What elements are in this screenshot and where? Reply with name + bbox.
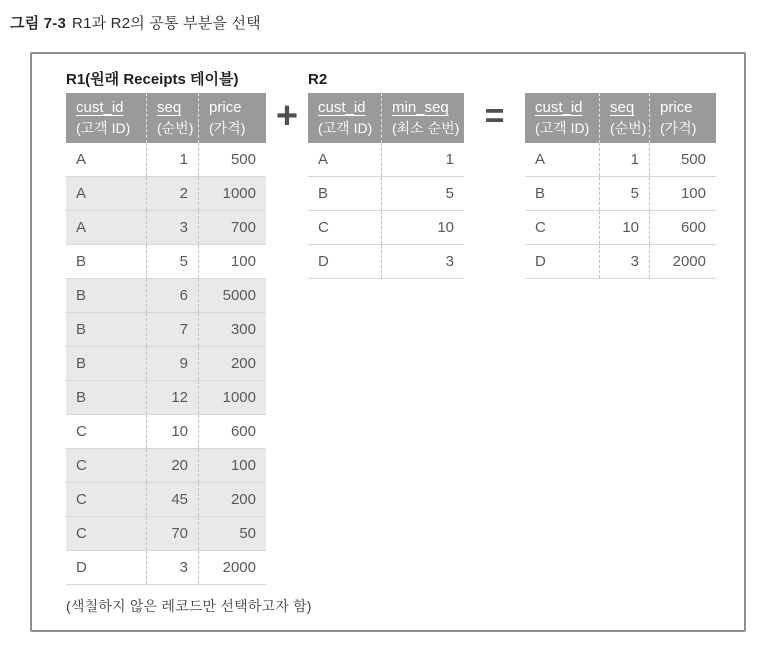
table-result-grid: [525, 93, 716, 279]
table-cell: 100: [198, 449, 266, 482]
table-row: [66, 211, 266, 245]
table-result-label: [525, 71, 716, 91]
table-cell: A: [308, 143, 381, 176]
column-header-min_seq: [381, 93, 464, 143]
table-cell: 5: [599, 177, 649, 210]
table-cell: B: [66, 245, 146, 278]
table-cell: C: [66, 449, 146, 482]
table-r2-label: R2: [308, 71, 328, 88]
figure-title: [10, 12, 780, 33]
table-row: [66, 517, 266, 551]
table-row: [66, 177, 266, 211]
table-cell: 70: [146, 517, 198, 550]
table-cell: B: [66, 381, 146, 414]
table-cell: 1: [599, 143, 649, 176]
table-row: [66, 245, 266, 279]
header-row: [308, 93, 464, 143]
table-row: [66, 415, 266, 449]
table-cell: B: [308, 177, 381, 210]
column-subname: (고객 ID): [318, 120, 373, 136]
tables-row: [66, 71, 744, 585]
table-row: [66, 483, 266, 517]
table-cell: C: [308, 211, 381, 244]
table-r2: [308, 71, 464, 279]
column-subname: (가격): [209, 120, 246, 136]
table-cell: C: [66, 483, 146, 516]
table-cell: 50: [198, 517, 266, 550]
table-row: [66, 279, 266, 313]
table-result: [525, 71, 716, 279]
column-name: min_seq: [392, 99, 449, 116]
table-cell: 9: [146, 347, 198, 380]
table-cell: 600: [198, 415, 266, 448]
table-row: [308, 245, 464, 279]
table-cell: 10: [381, 211, 464, 244]
table-r2-grid: [308, 93, 464, 279]
column-name: cust_id: [535, 99, 583, 116]
column-header-cust_id: [66, 93, 146, 143]
table-row: [308, 143, 464, 177]
table-cell: A: [525, 143, 599, 176]
table-row: [308, 177, 464, 211]
table-cell: 2: [146, 177, 198, 210]
table-cell: 100: [198, 245, 266, 278]
table-cell: A: [66, 211, 146, 244]
table-cell: C: [525, 211, 599, 244]
table-row: [525, 177, 716, 211]
table-row: [66, 551, 266, 585]
table-cell: 500: [649, 143, 716, 176]
equals-operator: =: [484, 97, 505, 135]
footnote: (색칠하지 않은 레코드만 선택하고자 함): [66, 598, 312, 614]
figure-box: [30, 52, 746, 632]
table-cell: 10: [146, 415, 198, 448]
table-cell: 300: [198, 313, 266, 346]
table-cell: 10: [599, 211, 649, 244]
table-cell: C: [66, 517, 146, 550]
table-cell: 12: [146, 381, 198, 414]
column-subname: (순번): [157, 120, 194, 136]
table-r1-grid: [66, 93, 266, 585]
table-row: [66, 449, 266, 483]
column-header-seq: [599, 93, 649, 143]
table-cell: B: [66, 279, 146, 312]
column-subname: (가격): [660, 120, 697, 136]
column-name: price: [209, 99, 242, 116]
column-subname: (고객 ID): [535, 120, 590, 136]
table-cell: B: [66, 313, 146, 346]
column-subname: (최소 순번): [392, 120, 460, 136]
column-name: cust_id: [76, 99, 124, 116]
table-r1-label: R1(원래 Receipts 테이블): [66, 71, 239, 88]
table-cell: 5: [146, 245, 198, 278]
figure-caption: R1과 R2의 공통 부분을 선택: [72, 15, 261, 32]
table-cell: 3: [599, 245, 649, 278]
table-cell: 600: [649, 211, 716, 244]
table-cell: 20: [146, 449, 198, 482]
table-cell: 3: [381, 245, 464, 278]
table-cell: B: [66, 347, 146, 380]
header-row: [525, 93, 716, 143]
plus-operator: +: [275, 95, 299, 137]
table-cell: 200: [198, 483, 266, 516]
column-header-price: [649, 93, 716, 143]
table-cell: D: [66, 551, 146, 584]
table-cell: C: [66, 415, 146, 448]
table-cell: 1: [146, 143, 198, 176]
column-header-cust_id: [525, 93, 599, 143]
table-cell: 3: [146, 551, 198, 584]
table-row: [525, 211, 716, 245]
table-r1: [66, 71, 266, 585]
table-cell: 5000: [198, 279, 266, 312]
table-cell: D: [525, 245, 599, 278]
column-name: seq: [610, 99, 635, 116]
table-cell: 1: [381, 143, 464, 176]
table-cell: 6: [146, 279, 198, 312]
table-row: [525, 143, 716, 177]
column-name: price: [660, 99, 693, 116]
table-cell: 100: [649, 177, 716, 210]
header-row: [66, 93, 266, 143]
table-row: [308, 211, 464, 245]
table-cell: 2000: [198, 551, 266, 584]
column-name: cust_id: [318, 99, 366, 116]
table-cell: 3: [146, 211, 198, 244]
table-row: [66, 381, 266, 415]
table-cell: A: [66, 177, 146, 210]
table-row: [66, 313, 266, 347]
column-name: seq: [157, 99, 182, 116]
table-cell: 700: [198, 211, 266, 244]
table-cell: 7: [146, 313, 198, 346]
table-cell: 200: [198, 347, 266, 380]
table-row: [66, 347, 266, 381]
table-cell: 1000: [198, 381, 266, 414]
column-header-cust_id: [308, 93, 381, 143]
column-subname: (순번): [610, 120, 647, 136]
column-subname: (고객 ID): [76, 120, 131, 136]
table-cell: 5: [381, 177, 464, 210]
table-cell: D: [308, 245, 381, 278]
table-cell: 2000: [649, 245, 716, 278]
table-cell: 500: [198, 143, 266, 176]
table-row: [525, 245, 716, 279]
table-cell: A: [66, 143, 146, 176]
table-cell: B: [525, 177, 599, 210]
table-cell: 45: [146, 483, 198, 516]
table-cell: 1000: [198, 177, 266, 210]
column-header-price: [198, 93, 266, 143]
figure-number: 그림 7-3: [10, 15, 67, 32]
table-row: [66, 143, 266, 177]
column-header-seq: [146, 93, 198, 143]
